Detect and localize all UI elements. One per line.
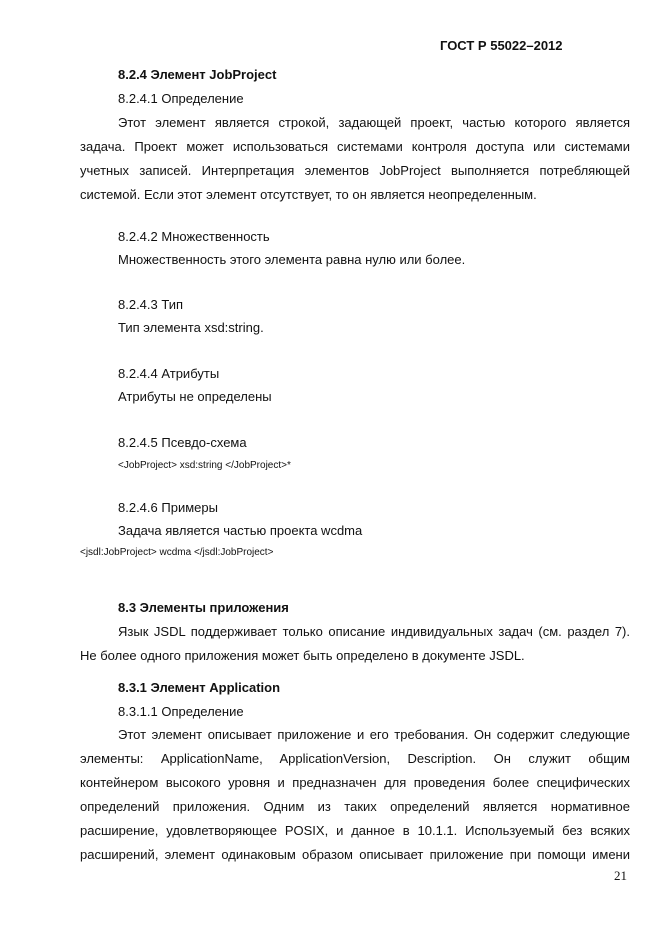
paragraph-application-elements <box>80 620 630 668</box>
paragraph-line: Этот элемент является строкой, задающей проект, частью которого является <box>118 115 630 130</box>
paragraph-line: расширение, удовлетворяющее POSIX, и данное в 10.1.1. Используемый без всяких <box>80 823 630 838</box>
paragraph-line: расширений, элемент одинаковым образом описывает приложение при помощи имени <box>80 847 630 862</box>
paragraph-line: Этот элемент описывает приложение и его требования. Он содержит следующие <box>118 727 630 742</box>
paragraph-line: определений приложения. Одним из таких определений является нормативное <box>80 799 630 814</box>
paragraph-line: Язык JSDL поддерживает только описание индивидуальных задач (см. раздел 7). <box>118 624 630 639</box>
pseudo-schema-code: <JobProject> xsd:string </JobProject>* <box>118 460 291 471</box>
type-text: Тип элемента xsd:string. <box>118 320 264 335</box>
section-8-3-title: 8.3 Элементы приложения <box>118 600 289 615</box>
paragraph-line: Не более одного приложения может быть определено в документе JSDL. <box>80 648 525 663</box>
section-8-2-4-title: 8.2.4 Элемент JobProject <box>118 67 277 82</box>
example-text: Задача является частью проекта wcdma <box>118 523 363 538</box>
section-8-2-4-3-heading: 8.2.4.3 Тип <box>118 297 184 312</box>
paragraph-line: элементы: ApplicationName, ApplicationVersion, Description. Он служит общим <box>80 751 630 766</box>
paragraph-line: учетных записей. Интерпретация элементов JobProject выполняется потребляющей <box>80 163 630 178</box>
example-code: <jsdl:JobProject> wcdma </jsdl:JobProject> <box>80 547 274 558</box>
section-8-3-1-title: 8.3.1 Элемент Application <box>118 680 281 695</box>
multiplicity-text: Множественность этого элемента равна нулю или более. <box>118 252 466 267</box>
document-header: ГОСТ Р 55022–2012 <box>440 38 563 53</box>
section-8-2-4-2-heading: 8.2.4.2 Множественность <box>118 229 270 244</box>
page-number: 21 <box>614 868 627 883</box>
paragraph-jobproject-definition <box>80 111 630 207</box>
paragraph-line: задача. Проект может использоваться системами контроля доступа или системами <box>80 139 630 154</box>
paragraph-line: контейнером высокого уровня и предназначен для проведения более специфических <box>80 775 630 790</box>
section-8-3-1-1-heading: 8.3.1.1 Определение <box>118 704 244 719</box>
attributes-text: Атрибуты не определены <box>118 389 272 404</box>
paragraph-line: системой. Если этот элемент отсутствует, то он является неопределенным. <box>80 187 537 202</box>
section-8-2-4-4-heading: 8.2.4.4 Атрибуты <box>118 366 220 381</box>
section-8-2-4-1-heading: 8.2.4.1 Определение <box>118 91 244 106</box>
section-8-2-4-6-heading: 8.2.4.6 Примеры <box>118 500 218 515</box>
paragraph-application-definition <box>80 723 630 867</box>
section-8-2-4-5-heading: 8.2.4.5 Псевдо-схема <box>118 435 247 450</box>
